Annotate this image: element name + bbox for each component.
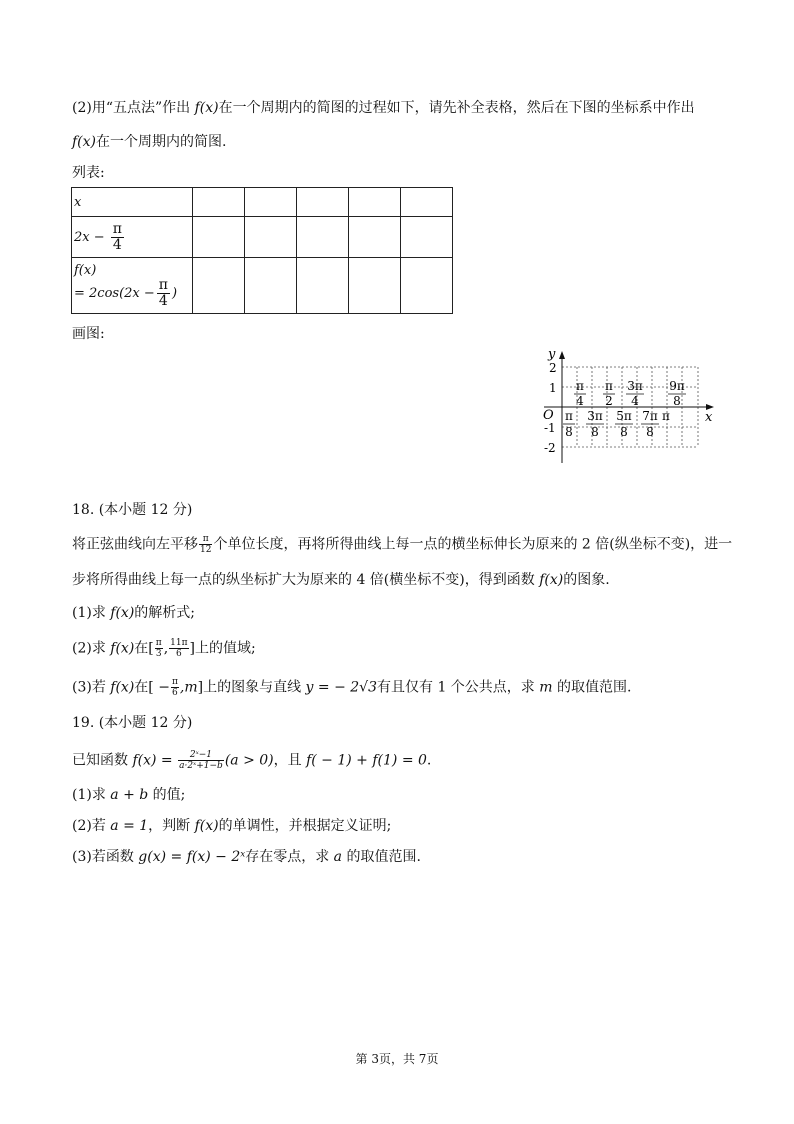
q19-text: ，且 bbox=[273, 752, 307, 769]
q19-text: 的单调性，并根据定义证明; bbox=[218, 818, 392, 834]
q19-para-line1 bbox=[72, 750, 431, 771]
table-cell bbox=[401, 258, 453, 314]
q18-text: 步将所得曲线上每一点的纵坐标扩大为原来的 4 倍(横坐标不变)，得到函数 bbox=[72, 572, 540, 588]
x-axis-label: x bbox=[705, 410, 713, 425]
line-expr: y = − 2√3 bbox=[305, 679, 377, 696]
q18-text: 将正弦曲线向左平移 bbox=[72, 536, 198, 553]
page-footer: 第 3页，共 7页 bbox=[355, 1052, 439, 1066]
frac-num: π bbox=[155, 638, 162, 648]
q18-text: 在[ bbox=[134, 640, 154, 657]
table-cell bbox=[245, 217, 297, 258]
table-cell bbox=[193, 217, 245, 258]
x-tick-num: 3π bbox=[627, 379, 643, 393]
x-tick-num: π bbox=[576, 379, 584, 393]
m-var: m bbox=[539, 679, 553, 696]
y-tick-label: -2 bbox=[544, 441, 556, 455]
x-tick-den: 8 bbox=[591, 425, 599, 439]
x-tick-den: 8 bbox=[620, 425, 628, 439]
fx-expr: f(x) bbox=[194, 100, 219, 116]
q18-sub3 bbox=[72, 677, 631, 698]
table-row-label: f(x) bbox=[74, 262, 97, 278]
x-tick-num: 9π bbox=[669, 379, 685, 393]
draw-label: 画图: bbox=[72, 326, 105, 342]
five-point-table bbox=[71, 187, 453, 314]
a-var: a bbox=[333, 849, 343, 865]
q19-text: (1)求 bbox=[72, 787, 111, 803]
q17-part2-line1 bbox=[72, 98, 695, 118]
x-tick-den: 4 bbox=[631, 394, 639, 408]
x-tick-den: 8 bbox=[646, 425, 654, 439]
q19-text: 已知函数 bbox=[72, 752, 133, 769]
frac-num: π bbox=[199, 534, 212, 545]
table-cell bbox=[349, 258, 401, 314]
frac-den: 4 bbox=[112, 236, 122, 253]
q18-text: 个单位长度，再将所得曲线上每一点的横坐标伸长为原来的 2 倍(纵坐标不变)，进一 bbox=[213, 536, 733, 553]
origin-label: O bbox=[543, 408, 554, 423]
fx-expr: f(x) bbox=[110, 640, 135, 657]
frac-num: 11π bbox=[170, 638, 188, 648]
fx-expr: f(x) bbox=[110, 605, 135, 621]
q17-text: 在一个周期内的简图. bbox=[96, 134, 227, 150]
a-expr: a = 1 bbox=[110, 818, 149, 834]
equation-expr: f( − 1) + f(1) = 0 bbox=[306, 752, 427, 769]
q18-sub2: (2)求 f(x)在[ $\frac{\pi}{3}$ , $\frac{11\pi}{6}$ ]上的值域; bbox=[72, 638, 256, 659]
table-row-label: 2x − bbox=[74, 229, 105, 245]
y-axis-arrow-icon bbox=[559, 351, 565, 359]
pi-over-4 bbox=[157, 278, 170, 309]
table-cell bbox=[401, 188, 453, 217]
q18-text: ]上的值域; bbox=[189, 640, 256, 657]
table-cell bbox=[245, 188, 297, 217]
frac-pi-3 bbox=[155, 638, 163, 659]
m-var: ,m bbox=[179, 679, 198, 696]
table-cell bbox=[297, 258, 349, 314]
q17-text: (2)用“五点法”作出 bbox=[72, 100, 195, 116]
x-tick-den: 8 bbox=[565, 425, 573, 439]
sum-expr: a + b bbox=[110, 787, 149, 803]
q19-text: (2)若 bbox=[72, 818, 111, 834]
fx-expr: f(x) bbox=[72, 134, 97, 150]
fx-expr: f(x) bbox=[194, 818, 219, 834]
q18-para-line1 bbox=[72, 534, 732, 555]
x-tick-den: 4 bbox=[576, 394, 584, 408]
q18-para-line2 bbox=[72, 570, 610, 590]
x-tick-num: 7π bbox=[642, 409, 658, 423]
x-tick-den: 8 bbox=[673, 394, 681, 408]
table-header-x bbox=[72, 188, 193, 217]
q19-text: ，判断 bbox=[148, 818, 195, 834]
y-tick-label: -1 bbox=[544, 421, 556, 435]
table-cell bbox=[193, 258, 245, 314]
q19-sub2 bbox=[72, 816, 391, 836]
table-cell bbox=[297, 188, 349, 217]
table-cell bbox=[349, 188, 401, 217]
pi-over-4 bbox=[111, 222, 124, 253]
q19-sub3 bbox=[72, 847, 421, 867]
q17-part2-line2 bbox=[72, 132, 226, 152]
q19-text: 存在零点，求 bbox=[245, 849, 334, 865]
x-tick-num: π bbox=[605, 379, 613, 393]
frac-den: 6 bbox=[172, 688, 178, 698]
frac-num: 2ˣ−1 bbox=[178, 750, 224, 761]
frac-pi-12 bbox=[199, 534, 212, 555]
q18-text: (3)若 bbox=[72, 679, 111, 696]
frac-den: 4 bbox=[158, 292, 168, 309]
frac-num: π bbox=[112, 220, 122, 237]
table-header-fx bbox=[72, 258, 193, 314]
q18-text: (1)求 bbox=[72, 605, 111, 621]
q17-text: 在一个周期内的简图的过程如下，请先补全表格，然后在下图的坐标系中作出 bbox=[218, 100, 695, 116]
q18-text: (2)求 bbox=[72, 640, 111, 657]
x-tick-den: 2 bbox=[605, 394, 613, 408]
q18-text: ]上的图象与直线 bbox=[197, 679, 306, 696]
q19-text: (3)若函数 bbox=[72, 849, 139, 865]
table-cell bbox=[297, 217, 349, 258]
x-tick-num: 3π bbox=[587, 409, 603, 423]
q18-sub1 bbox=[72, 603, 195, 623]
table-row-label: = 2cos(2x − bbox=[74, 285, 155, 301]
fx-fraction bbox=[178, 750, 224, 771]
frac-11pi-6 bbox=[169, 638, 188, 659]
q18-text: 的取值范围. bbox=[552, 679, 632, 696]
fx-expr: f(x) bbox=[110, 679, 135, 696]
q19-sub1 bbox=[72, 785, 185, 805]
q18-text: 有且仅有 1 个公共点，求 bbox=[377, 679, 540, 696]
fx-expr: f(x) bbox=[539, 572, 564, 588]
q18-header: 18. (本小题 12 分) bbox=[72, 502, 193, 518]
table-cell bbox=[401, 217, 453, 258]
q19-text: 的取值范围. bbox=[342, 849, 421, 865]
x-tick-num: π bbox=[565, 409, 573, 423]
y-tick-label: 2 bbox=[549, 361, 557, 375]
frac-den: 6 bbox=[175, 649, 182, 659]
table-row-label: x bbox=[74, 194, 82, 210]
frac-den: a·2ˣ+1−b bbox=[179, 761, 223, 771]
frac-num: π bbox=[158, 276, 168, 293]
table-header-2x bbox=[72, 217, 193, 258]
q18-text: 的图象. bbox=[563, 572, 610, 588]
q19-text: 的值; bbox=[148, 787, 186, 803]
table-label: 列表: bbox=[72, 165, 105, 181]
fx-expr: f(x) = bbox=[132, 752, 173, 769]
gx-expr: g(x) = f(x) − 2ˣ bbox=[138, 849, 246, 865]
table-row-label: ) bbox=[171, 285, 178, 301]
frac-pi-6 bbox=[171, 677, 179, 698]
q19-text: . bbox=[426, 752, 432, 769]
x-tick-pi: π bbox=[662, 409, 670, 423]
x-tick-num: 5π bbox=[616, 409, 632, 423]
table-cell bbox=[245, 258, 297, 314]
q19-header: 19. (本小题 12 分) bbox=[72, 715, 193, 731]
y-axis-label: y bbox=[548, 347, 556, 362]
q18-text: 的解析式; bbox=[134, 605, 196, 621]
frac-den: 12 bbox=[200, 545, 212, 555]
frac-den: 3 bbox=[155, 649, 162, 659]
q18-text: 在[ − bbox=[134, 679, 170, 696]
frac-num: π bbox=[171, 677, 178, 687]
condition-expr: (a > 0) bbox=[224, 752, 274, 769]
y-tick-label: 1 bbox=[549, 381, 557, 395]
table-cell bbox=[349, 217, 401, 258]
coordinate-grid bbox=[534, 345, 724, 467]
table-cell bbox=[193, 188, 245, 217]
